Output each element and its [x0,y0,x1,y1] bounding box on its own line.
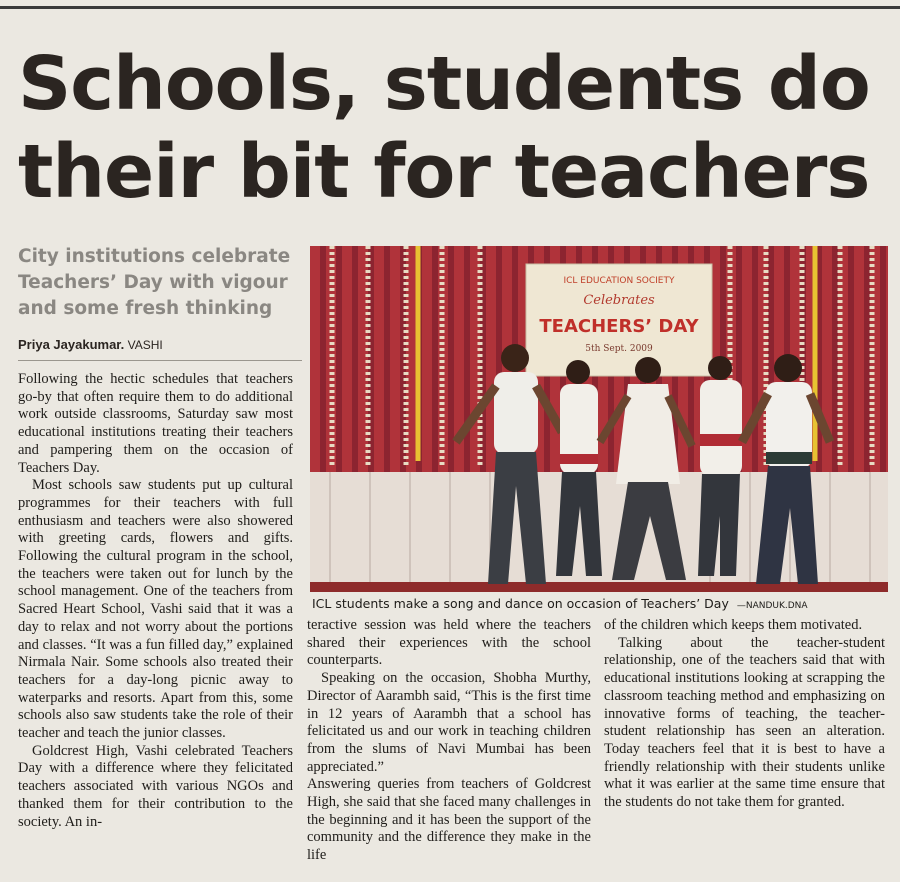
byline-location: VASHI [127,338,163,352]
headline-line-2: their bit for teachers [18,129,870,215]
photo-credit: —NANDUK.DNA [736,601,808,611]
article-column-3 [604,617,885,812]
paragraph: Goldcrest High, Vashi celebrated Teachers Day with a difference where they felicitated teachers associated with various NGOs and thanked them for their contribution to the society. An in- [18,742,293,830]
paragraph: teractive session was held where the teachers shared their experiences with the school counterparts. [307,617,591,669]
photo-illustration [310,246,888,592]
banner-line-1: ICL EDUCATION SOCIETY [563,276,675,286]
headline [18,40,888,216]
paragraph: Answering queries from teachers of Goldcrest High, she said that she faced many challenges in the beginning and it has been the support of the community and the difference they make in the life [307,776,591,864]
paragraph: Most schools saw students put up cultural programmes for their teachers with full enthusiasm and teachers were also showered with greeting cards, flowers and gifts. Following the cultural program in the school, the teachers were taken out for lunch by the school management. One of the teachers from Sacred Heart School, Vashi said that it was a day to relax and not worry about the portions and classes. “It was a fun filled day,” explained Nirmala Nair. Some schools also treated their teachers for a day-long picnic away to waterparks and resorts. Apart from this, some schools also saw students take the role of their teacher and teach the junior classes. [18,477,293,742]
byline-author: Priya Jayakumar. [18,337,125,352]
byline-divider [18,360,302,361]
paragraph: Speaking on the occasion, Shobha Murthy, Director of Aarambh said, “This is the first time in 12 years of Aarambh that a school has felicitated us and our work in teaching children from the slums of Navi Mumbai has been appreciated.” [307,670,591,775]
paragraph: Following the hectic schedules that teachers go-by that often require them to do additional work outside classrooms, Saturday saw most educational institutions treating their teachers and pampering them on the occasion of Teachers Day. [18,371,293,476]
banner-line-2: Celebrates [583,293,655,308]
subheadline: City institutions celebrate Teachers’ Day with vigour and some fresh thinking [18,246,291,319]
headline-line-1: Schools, students do [18,41,870,127]
article-column-2 [307,617,591,865]
paragraph: of the children which keeps them motivated. [604,617,863,633]
byline [18,337,303,352]
paragraph: Talking about the teacher-student relationship, one of the teachers said that with educational institutions looking at scrapping the classroom teaching method and emphasizing on innovative forms of teaching, the teacher-student relationship has seen an alteration. Today teachers feel that it is best to have a friendly relationship with their students unlike what it was earlier at the same time ensure that the students do not take them for granted. [604,634,885,811]
caption-text: ICL students make a song and dance on occasion of Teachers’ Day [312,596,729,611]
banner-line-3: TEACHERS’ DAY [539,316,699,337]
top-rule [0,6,900,9]
banner-line-4: 5th Sept. 2009 [585,344,653,354]
photo-caption [312,596,888,611]
event-photo [310,246,888,592]
article-column-1 [18,371,293,831]
